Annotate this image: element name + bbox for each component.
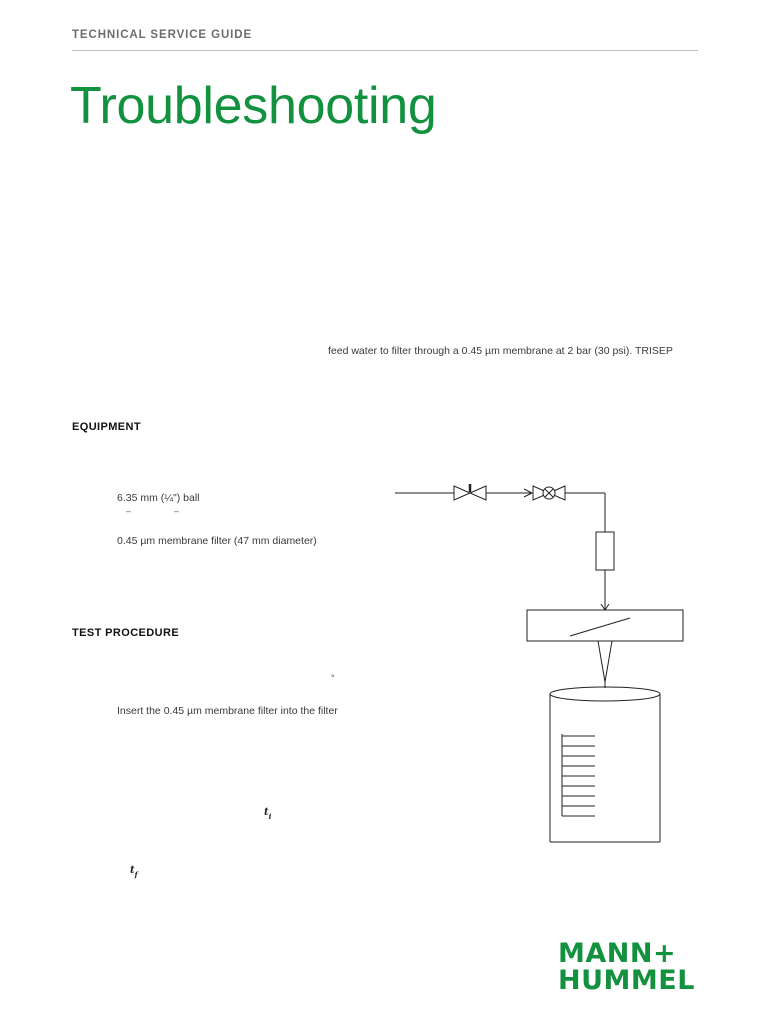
procedure-step-insert-filter: Insert the 0.45 µm membrane filter into the filter (117, 705, 338, 717)
filter-outlet-nozzle (598, 641, 612, 682)
variable-subscript-f: f (134, 870, 138, 880)
sdi-test-apparatus-diagram (390, 470, 700, 855)
intro-text: feed water to filter through a 0.45 µm membrane at 2 bar (30 psi). TRISEP (328, 345, 673, 357)
graduation-marks (562, 736, 595, 816)
graduated-cylinder-top (550, 687, 660, 701)
initial-time-variable (264, 802, 271, 821)
variable-t: t (264, 807, 269, 818)
logo-line-2: HUMMEL (558, 965, 695, 996)
dash-mark: – (126, 506, 132, 516)
degree-mark: ° (331, 673, 335, 683)
mann-hummel-logo (558, 940, 695, 994)
dash-mark: – (174, 506, 180, 516)
equipment-item-ball-valve: 6.35 mm (¼") ball (117, 492, 200, 504)
final-time-variable (130, 860, 138, 879)
header-divider (72, 50, 698, 51)
equipment-item-membrane-filter: 0.45 µm membrane filter (47 mm diameter) (117, 535, 317, 547)
page-title: Troubleshooting (70, 77, 437, 135)
test-procedure-heading: TEST PROCEDURE (72, 627, 180, 639)
logo-line-1: MANN+ (558, 938, 677, 969)
equipment-heading: EQUIPMENT (72, 421, 141, 433)
variable-t: t (130, 865, 135, 876)
inline-pressure-device (596, 532, 614, 570)
document-type-label: TECHNICAL SERVICE GUIDE (72, 29, 253, 41)
filter-membrane-line (570, 618, 630, 636)
variable-subscript-i: i (268, 812, 272, 822)
